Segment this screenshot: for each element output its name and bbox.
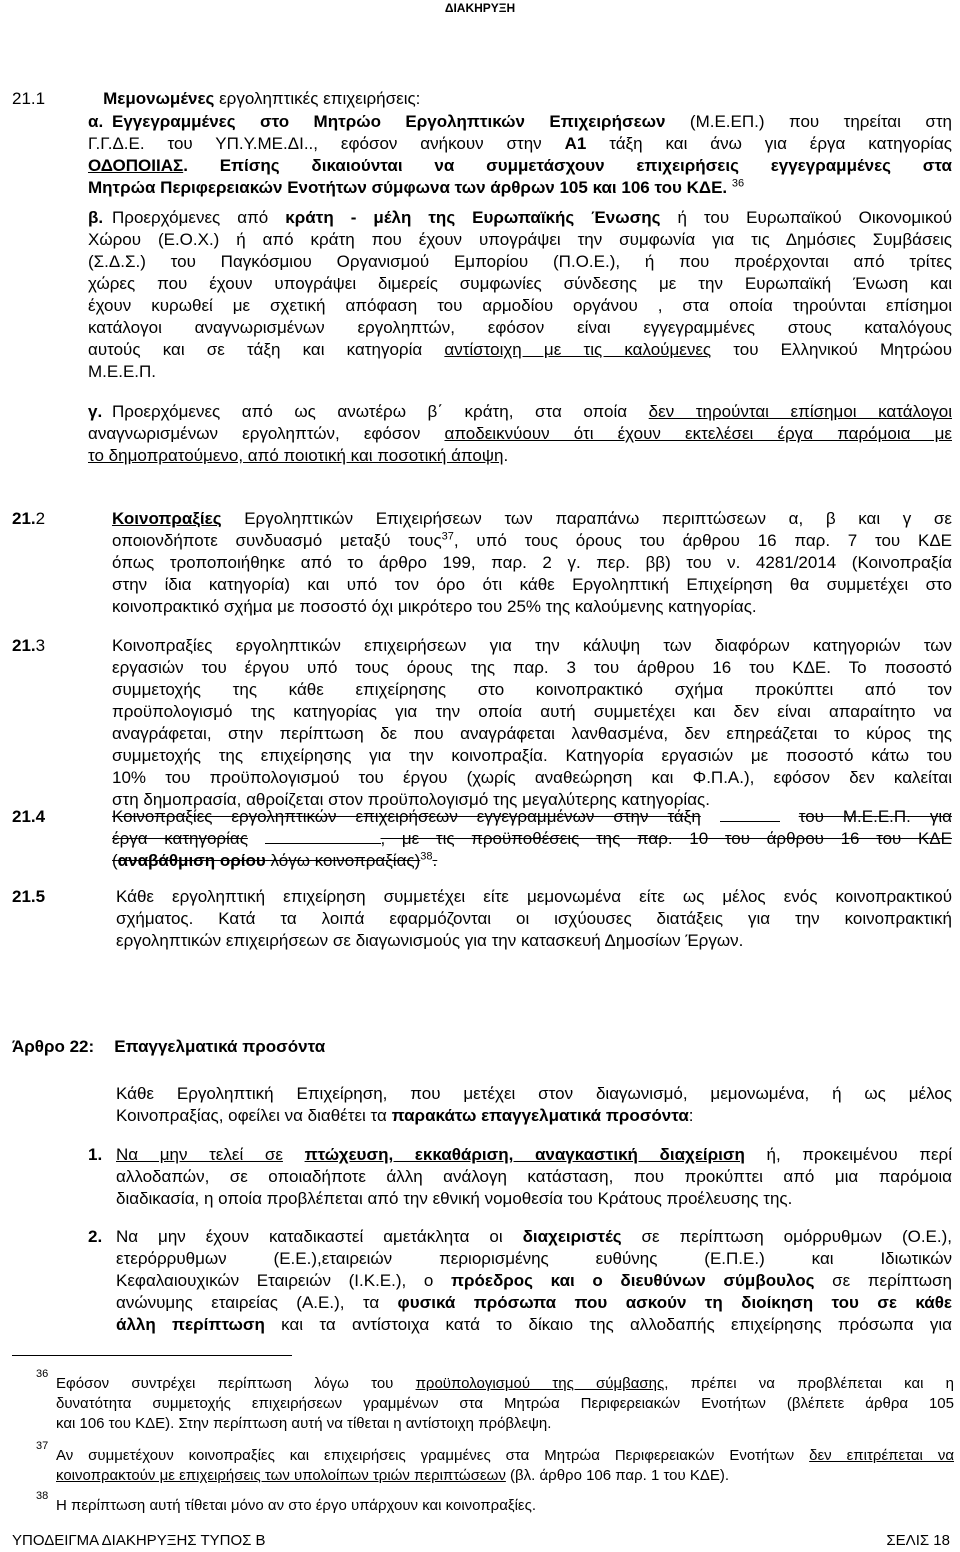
footer-page-number: ΣΕΛΙΣ 18 <box>886 1532 950 1549</box>
section-21-3-text: Κοινοπραξίες εργοληπτικών επιχειρήσεων για την κάλυψη των διαφόρων κατηγοριών των εργασιών του έργου υπό τους όρους της παρ. 3 του άρθρου 16 του ΚΔΕ. Το ποσοστό συμμετοχής της κάθε επιχείρησης στο κοινοπρακτικό σχήμα προκύπτει από τον προϋπολογισμό της κατηγορίας για την οποία αυτή συμμετέχει και δεν είναι απαραίτητο να αναγράφεται, στην περίπτωση δε που αναγράφεται λανθασμένα, δεν επηρεάζεται το κύρος της συμμετοχής της επιχείρησης για την κοινοπραξία. Κατηγορία εργασιών με ποσοστό κάτω του 10% του προϋπολογισμού του έργου (χωρίς αναθεώρηση και Φ.Π.Α.), εφόσον δεν καλείται στη δημοπρασία, αθροίζεται στον προϋπολογισμό της μεγαλύτερης κατηγορίας. <box>112 636 952 809</box>
footnote-38-number: 38 <box>36 1490 49 1502</box>
article-title: Επαγγελματικά προσόντα <box>114 1037 326 1056</box>
section-21-4-text: Κοινοπραξίες εργοληπτικών επιχειρήσεων εγγεγραμμένων στην τάξη του Μ.Ε.Ε.Π. για έργα κατηγορίας , με τις προϋποθέσεις της παρ. 10 του άρθρου 16 του ΚΔΕ (αναβάθμιση ορίου λόγω κοινοπραξίας)$^{38}$. <box>112 807 952 870</box>
footnote-36-text: Εφόσον συντρέχει περίπτωση λόγω του προϋπολογισμού της σύμβασης, πρέπει να προβλέπεται και η δυνατότητα συμμετοχής επιχειρήσεων γραμμένων στα Μητρώα Περιφερειακών Ενοτήτων (βλέπετε άρθρα 105 και 106 του ΚΔΕ). Στην περίπτωση αυτή να τίθεται η αντίστοιχη πρόβλεψη. <box>56 1375 954 1432</box>
item-a-label: α. <box>88 112 104 131</box>
list-item-2-number: 2. <box>88 1227 103 1246</box>
article-22-intro: Κάθε Εργοληπτική Επιχείρηση, που μετέχει στον διαγωνισμό, μεμονωμένα, ή ως μέλος Κοινοπραξίας, οφείλει να διαθέτει τα παρακάτω επαγγελματικά προσόντα: <box>116 1084 952 1125</box>
footer-template-label: ΥΠΟΔΕΙΓΜΑ ΔΙΑΚΗΡΥΞΗΣ ΤΥΠΟΣ Β <box>12 1532 266 1549</box>
section-21-3-number: 21.3 <box>12 636 46 655</box>
section-21-5-number: 21.5 <box>12 887 46 906</box>
item-a-text: Εγγεγραμμένες στο Μητρώο Εργοληπτικών Επιχειρήσεων (Μ.Ε.ΕΠ.) που τηρείται στη Γ.Γ.Δ.Ε. του ΥΠ.Υ.ΜΕ.ΔΙ.., εφόσον ανήκουν στην Α1 τάξη και άνω για έργα κατηγορίας ΟΔΟΠΟΙΙΑΣ. Επίσης δικαιούνται να συμμετάσχουν επιχειρήσεις εγγεγραμμένες στα Μητρώα Περιφερειακών Ενοτήτων σύμφωνα των άρθρων 105 και 106 του ΚΔΕ. $^{36}$ <box>88 112 952 197</box>
item-b-text: Προερχόμενες από κράτη - μέλη της Ευρωπαϊκής Ένωσης ή του Ευρωπαϊκού Οικονομικού Χώρου (Ε.Ο.Χ.) ή από κράτη που έχουν υπογράψει την συμφωνία για τις Δημόσιες Συμβάσεις (Σ.Δ.Σ.) του Παγκόσμιου Οργανισμού Εμπορίου (Π.Ο.Ε.), ή που προέρχονται από τρίτες χώρες που έχουν υπογράψει διμερείς συμφωνίες σύνδεσης με την Ευρωπαϊκή Ένωση και έχουν κυρωθεί με σχετική απόφαση του αρμοδίου οργάνου , στα οποία τηρούνται επίσημοι κατάλογοι αναγνωρισμένων εργοληπτών, εφόσον είναι εγγεγραμμένες στους καταλόγους αυτούς και σε τάξη και κατηγορία αντίστοιχη με τις καλούμενες του Ελληνικού Μητρώου Μ.Ε.Ε.Π. <box>88 208 952 381</box>
section-title: Μεμονωμένες <box>103 89 215 108</box>
section-21-1-heading: 21.1 Μεμονωμένες εργοληπτικές επιχειρήσεις: <box>12 89 421 108</box>
footnote-38-text: Η περίπτωση αυτή τίθεται μόνο αν στο έργο υπάρχουν και κοινοπραξίες. <box>56 1497 536 1514</box>
footnote-separator <box>12 1355 292 1356</box>
item-c-text: Προερχόμενες από ως ανωτέρω β΄ κράτη, στα οποία δεν τηρούνται επίσημοι κατάλογοι αναγνωρισμένων εργοληπτών, εφόσον αποδεικνύουν ότι έχουν εκτελέσει έργα παρόμοια με το δημοπρατούμενο, από ποιοτική και ποσοτική άποψη. <box>88 402 952 465</box>
list-item-1-number: 1. <box>88 1145 103 1164</box>
item-c-label: γ. <box>88 402 103 421</box>
list-item-1-text: Να μην τελεί σε πτώχευση, εκκαθάριση, αναγκαστική διαχείριση ή, προκειμένου περί αλλοδαπών, σε οποιαδήποτε άλλη ανάλογη κατάσταση, που προκύπτει από μια παρόμοια διαδικασία, η οποία προβλέπεται από την εθνική νομοθεσία του Κράτους προέλευσης της. <box>116 1145 952 1208</box>
section-number: 21.1 <box>12 89 46 108</box>
item-b-label: β. <box>88 208 104 227</box>
section-21-4-number: 21.4 <box>12 807 46 826</box>
page-header: ΔΙΑΚΗΡΥΞΗ <box>444 1 516 15</box>
article-22-heading <box>12 1036 325 1058</box>
section-21-5-text: Κάθε εργοληπτική επιχείρηση συμμετέχει είτε μεμονωμένα είτε ως μέλος ενός κοινοπρακτικού σχήματος. Κατά τα λοιπά εφαρμόζονται οι ισχύουσες διατάξεις για την κοινοπρακτική εργοληπτικών επιχειρήσεων σε διαγωνισμούς για την κατασκευή Δημοσίων Έργων. <box>116 887 952 950</box>
section-21-2-text: Κοινοπραξίες Εργοληπτικών Επιχειρήσεων των παραπάνω περιπτώσεων α, β και γ σε οποιονδήποτε συνδυασμό μεταξύ τους$^{37}$, υπό τους όρους του άρθρου 16 παρ. 7 του ΚΔΕ όπως τροποποιήθηκε από το άρθρο 199, παρ. 2 γ. περ. ββ) του ν. 4281/2014 (Κοινοπραξία στην ίδια κατηγορία) και υπό τον όρο ότι κάθε Εργοληπτική Επιχείρηση θα συμμετέχει στο κοινοπρακτικό σχήμα με ποσοστό όχι μικρότερο του 25% της καλούμενης κατηγορίας. <box>112 509 953 616</box>
list-item-2-text: Να μην έχουν καταδικαστεί αμετάκλητα οι διαχειριστές σε περίπτωση ομόρρυθμων (Ο.Ε.), ετερόρρυθμων (Ε.Ε.),εταιρειών περιορισμένης ευθύνης (Ε.Π.Ε.) και Ιδιωτικών Κεφαλαιουχικών Εταιρειών (Ι.Κ.Ε.), ο πρόεδρος και ο διευθύνων σύμβουλος σε περίπτωση ανώνυμης εταιρείας (Α.Ε.), τα φυσικά πρόσωπα που ασκούν τη διοίκηση του σε κάθε άλλη περίπτωση και τα αντίστοιχα κατά το δίκαιο της αλλοδαπής επιχείρησης πρόσωπα για <box>116 1227 953 1334</box>
section-21-2-number: 21.2 <box>12 509 46 528</box>
footnote-37-text: Αν συμμετέχουν κοινοπραξίες και επιχειρήσεις γραμμένες στα Μητρώα Περιφερειακών Ενοτήτων δεν επιτρέπεται να κοινοπρακτούν με επιχειρήσεις των υπολοίπων τριών περιπτώσεων (βλ. άρθρο 106 παρ. 1 του ΚΔΕ). <box>56 1447 955 1484</box>
footnote-37-number: 37 <box>36 1440 49 1452</box>
article-label: Άρθρο 22: <box>12 1037 95 1056</box>
footnote-36-number: 36 <box>36 1368 49 1380</box>
